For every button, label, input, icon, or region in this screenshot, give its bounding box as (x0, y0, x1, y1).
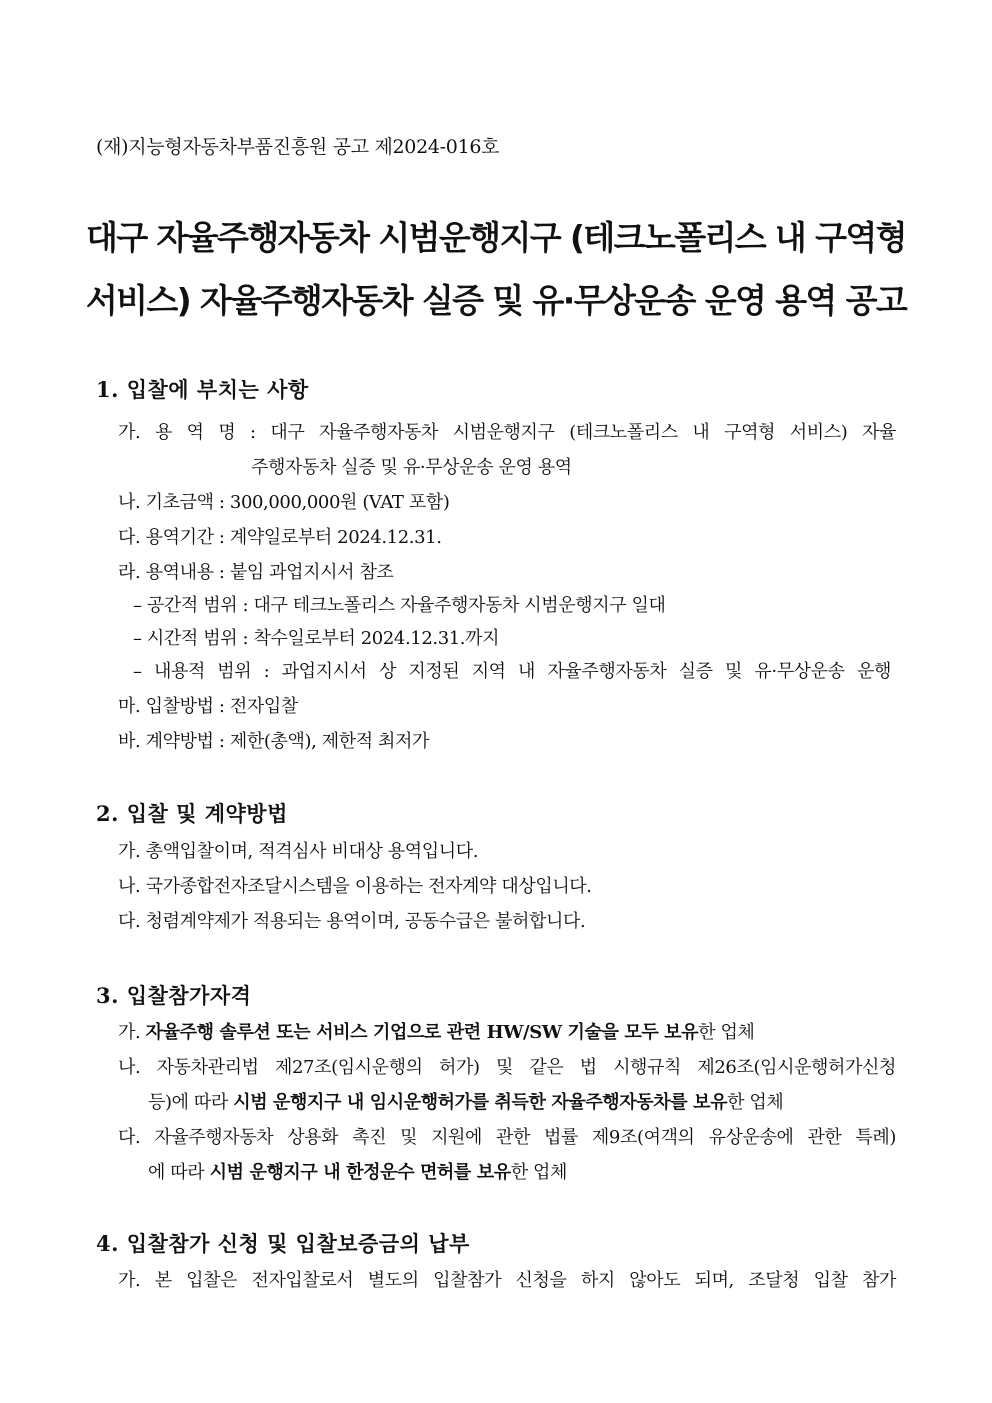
section-3-item-ga-prefix: 가. (118, 1022, 146, 1043)
section-1-item-time-scope: – 시간적 범위 : 착수일로부터 2024.12.31.까지 (133, 628, 500, 649)
section-3-item-na: 나. 자동차관리법 제27조(임시운행의 허가) 및 같은 법 시행규칙 제26조(임시운행허가신청 (118, 1057, 896, 1078)
document-title-line-1: 대구 자율주행자동차 시범운행지구 (테크노폴리스 내 구역형 (86, 218, 906, 257)
section-2-item-ga: 가. 총액입찰이며, 적격심사 비대상 용역입니다. (118, 841, 479, 862)
section-1-item-period: 다. 용역기간 : 계약일로부터 2024.12.31. (118, 527, 442, 548)
section-3-item-da-cont-suffix: 한 업체 (510, 1162, 568, 1183)
section-2-item-da: 다. 청렴계약제가 적용되는 용역이며, 공동수급은 불허합니다. (118, 911, 586, 932)
section-3-item-da-cont (148, 1164, 567, 1182)
section-1-item-contract-method: 바. 계약방법 : 제한(총액), 제한적 최저가 (118, 731, 429, 752)
section-1-item-service-name-cont: 주행자동차 실증 및 유·무상운송 운영 용역 (251, 457, 572, 478)
section-1-item-spatial-scope: – 공간적 범위 : 대구 테크노폴리스 자율주행자동차 시범운행지구 일대 (133, 595, 666, 616)
section-3-item-ga (118, 1024, 754, 1042)
section-3-item-ga-bold: 자율주행 솔루션 또는 서비스 기업으로 관련 HW/SW 기술을 모두 보유 (145, 1022, 699, 1043)
section-3-item-na-cont-prefix: 등)에 따라 (148, 1092, 234, 1113)
section-heading-3: 3. 입찰참가자격 (96, 983, 252, 1008)
section-3-item-ga-suffix: 한 업체 (698, 1022, 755, 1043)
section-1-item-base-amount: 나. 기초금액 : 300,000,000원 (VAT 포함) (118, 492, 450, 513)
section-heading-2: 2. 입찰 및 계약방법 (96, 801, 288, 826)
section-1-item-bid-method: 마. 입찰방법 : 전자입찰 (118, 696, 298, 717)
section-3-item-da: 다. 자율주행자동차 상용화 촉진 및 지원에 관한 법률 제9조(여객의 유상운송에 관한 특례) (118, 1127, 896, 1148)
section-heading-1: 1. 입찰에 부치는 사항 (96, 377, 309, 402)
section-3-item-da-cont-prefix: 에 따라 (148, 1162, 210, 1183)
section-heading-4: 4. 입찰참가 신청 및 입찰보증금의 납부 (96, 1231, 470, 1256)
section-1-item-service-name: 가. 용 역 명 : 대구 자율주행자동차 시범운행지구 (테크노폴리스 내 구역형 서비스) 자율 (118, 422, 896, 443)
section-2-item-na: 나. 국가종합전자조달시스템을 이용하는 전자계약 대상입니다. (118, 876, 592, 897)
announcement-number: (재)지능형자동차부품진흥원 공고 제2024-016호 (96, 136, 500, 158)
section-4-item-ga: 가. 본 입찰은 전자입찰로서 별도의 입찰참가 신청을 하지 않아도 되며, 조달청 입찰 참가 (118, 1270, 896, 1291)
section-1-item-content: 라. 용역내용 : 붙임 과업지시서 참조 (118, 562, 394, 583)
section-3-item-na-cont-suffix: 한 업체 (727, 1092, 784, 1113)
section-1-item-content-scope: – 내용적 범위 : 과업지시서 상 지정된 지역 내 자율주행자동차 실증 및 유·무상운송 운행 (133, 661, 891, 682)
document-title-line-2: 서비스) 자율주행자동차 실증 및 유·무상운송 운영 용역 공고 (85, 281, 907, 320)
section-3-item-na-cont (148, 1094, 783, 1112)
section-3-item-da-cont-bold: 시범 운행지구 내 한정운수 면허를 보유 (209, 1162, 511, 1183)
section-3-item-na-cont-bold: 시범 운행지구 내 임시운행허가를 취득한 자율주행자동차를 보유 (233, 1092, 728, 1113)
